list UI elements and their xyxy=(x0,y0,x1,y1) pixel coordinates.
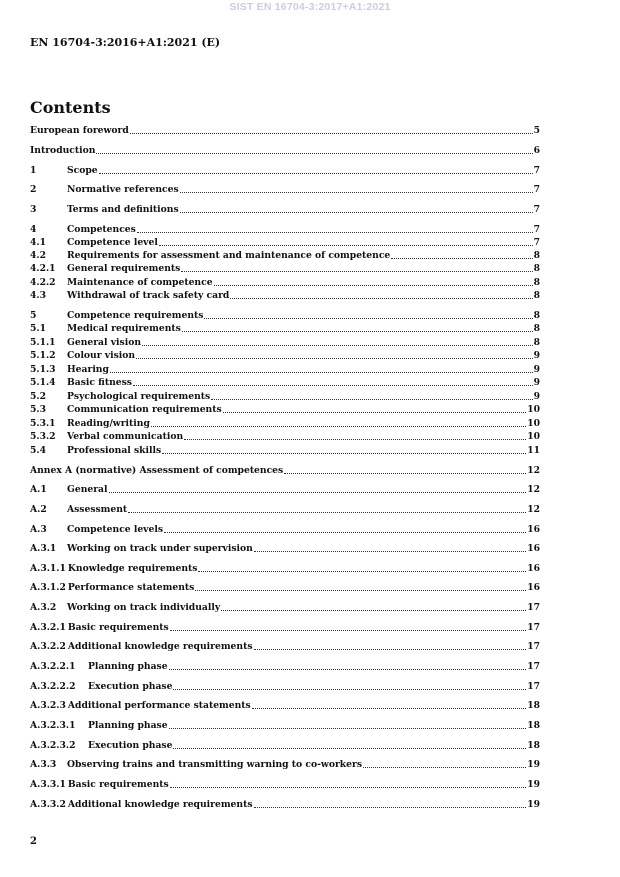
toc-entry-number: 5.3.2 xyxy=(30,431,56,442)
dot-leader xyxy=(214,285,533,286)
toc-entry-title: Hearing xyxy=(67,364,109,375)
toc-entry-title: Working on track under supervision xyxy=(67,543,253,554)
toc-entry-number: A.3.1.1 xyxy=(30,563,66,574)
toc-entry-page: 10 xyxy=(527,431,540,442)
toc-entry[interactable] xyxy=(30,263,540,275)
toc-entry[interactable] xyxy=(30,337,540,349)
toc-entry-title: Competence requirements xyxy=(67,310,204,321)
toc-entry-number: A.3.2 xyxy=(30,602,57,613)
dot-leader xyxy=(151,426,526,427)
toc-entry[interactable] xyxy=(30,779,540,791)
toc-entry-page: 9 xyxy=(533,377,540,388)
toc-entry-number: A.3.2.3 xyxy=(30,700,66,711)
toc-entry-page: 9 xyxy=(533,364,540,375)
toc-entry-page: 16 xyxy=(527,543,540,554)
toc-entry-number: A.3.3.2 xyxy=(30,799,66,810)
toc-entry[interactable] xyxy=(30,204,540,216)
toc-entry-page: 17 xyxy=(527,602,540,613)
toc-entry[interactable] xyxy=(30,391,540,403)
dot-leader xyxy=(184,439,526,440)
toc-entry-title: Introduction xyxy=(30,145,96,156)
toc-entry-title: Competences xyxy=(67,224,136,235)
toc-entry-page: 8 xyxy=(533,323,540,334)
toc-entry[interactable] xyxy=(30,524,540,536)
toc-entry[interactable] xyxy=(30,125,540,137)
dot-leader xyxy=(173,689,526,690)
toc-entry[interactable] xyxy=(30,563,540,575)
toc-entry-title: Additional performance statements xyxy=(67,700,251,711)
toc-entry-number: 5.1.4 xyxy=(30,377,56,388)
toc-entry-number: A.3.1 xyxy=(30,543,57,554)
toc-entry-number: 5.2 xyxy=(30,391,46,402)
dot-leader xyxy=(254,649,527,650)
toc-entry[interactable] xyxy=(30,184,540,196)
toc-entry-title: Additional knowledge requirements xyxy=(67,641,253,652)
toc-entry-title: Competence level xyxy=(67,237,158,248)
toc-entry-page: 7 xyxy=(533,204,540,215)
dot-leader xyxy=(221,610,526,611)
toc-entry[interactable] xyxy=(30,622,540,634)
toc-entry[interactable] xyxy=(30,290,540,302)
toc-entry-number: A.3.2.2.2 xyxy=(30,681,76,692)
toc-entry-page: 8 xyxy=(533,290,540,301)
toc-entry[interactable] xyxy=(30,582,540,594)
toc-entry-page: 10 xyxy=(527,404,540,415)
dot-leader xyxy=(159,245,533,246)
dot-leader xyxy=(230,298,532,299)
dot-leader xyxy=(252,708,527,709)
dot-leader xyxy=(136,358,533,359)
toc-entry-title: European foreword xyxy=(30,125,129,136)
toc-entry[interactable] xyxy=(30,700,540,712)
toc-entry[interactable] xyxy=(30,418,540,430)
dot-leader xyxy=(391,258,532,259)
toc-entry-page: 9 xyxy=(533,350,540,361)
dot-leader xyxy=(182,331,533,332)
toc-entry[interactable] xyxy=(30,323,540,335)
dot-leader xyxy=(162,453,526,454)
toc-entry-title: Observing trains and transmitting warning to co-workers xyxy=(67,759,363,770)
toc-entry[interactable] xyxy=(30,237,540,249)
toc-entry[interactable] xyxy=(30,364,540,376)
dot-leader xyxy=(180,212,533,213)
toc-entry-title: Maintenance of competence xyxy=(67,277,213,288)
toc-entry[interactable] xyxy=(30,224,540,236)
toc-entry[interactable] xyxy=(30,250,540,262)
dot-leader xyxy=(181,271,532,272)
dot-leader xyxy=(195,590,526,591)
toc-entry-page: 18 xyxy=(527,720,540,731)
toc-entry-title: Basic requirements xyxy=(67,779,169,790)
toc-entry-page: 7 xyxy=(533,237,540,248)
toc-entry-page: 8 xyxy=(533,263,540,274)
toc-entry[interactable] xyxy=(30,799,540,811)
watermark: SIST EN 16704-3:2017+A1:2021 xyxy=(229,1,391,13)
toc-entry-number: 1 xyxy=(30,165,37,176)
toc-entry-page: 7 xyxy=(533,224,540,235)
dot-leader xyxy=(211,399,532,400)
toc-entry-number: A.3.2.1 xyxy=(30,622,66,633)
toc-entry[interactable] xyxy=(30,350,540,362)
dot-leader xyxy=(254,807,527,808)
toc-entry-title: Professional skills xyxy=(67,445,162,456)
toc-entry-page: 7 xyxy=(533,165,540,176)
toc-entry[interactable] xyxy=(30,602,540,614)
dot-leader xyxy=(198,571,526,572)
toc-entry[interactable] xyxy=(30,377,540,389)
toc-entry-number: 4.2 xyxy=(30,250,46,261)
dot-leader xyxy=(223,412,527,413)
dot-leader xyxy=(142,345,533,346)
toc-entry-title: Basic fitness xyxy=(67,377,132,388)
toc-entry[interactable] xyxy=(30,404,540,416)
toc-entry-number: 5.1 xyxy=(30,323,46,334)
toc-entry-title: Medical requirements xyxy=(67,323,181,334)
toc-entry-title: Verbal communication xyxy=(67,431,184,442)
toc-entry-page: 6 xyxy=(533,145,540,156)
toc-entry-page: 17 xyxy=(527,622,540,633)
toc-entry-title: Scope xyxy=(67,165,98,176)
toc-entry-page: 17 xyxy=(527,641,540,652)
toc-entry-page: 8 xyxy=(533,310,540,321)
toc-entry-title: Psychological requirements xyxy=(67,391,211,402)
toc-entry-title: Competence levels xyxy=(67,524,164,535)
toc-entry-title: Knowledge requirements xyxy=(67,563,198,574)
toc-entry-number: A.3.2.3.1 xyxy=(30,720,76,731)
toc-entry-title: Normative references xyxy=(67,184,179,195)
toc-entry-number: A.1 xyxy=(30,484,47,495)
dot-leader xyxy=(173,748,526,749)
dot-leader xyxy=(128,512,526,513)
toc-entry-title: General xyxy=(67,484,108,495)
toc-entry-page: 17 xyxy=(527,661,540,672)
toc-entry-title: Additional knowledge requirements xyxy=(67,799,253,810)
toc-entry-page: 18 xyxy=(527,740,540,751)
toc-entry-page: 8 xyxy=(533,277,540,288)
dot-leader xyxy=(363,767,526,768)
dot-leader xyxy=(254,551,526,552)
toc-entry[interactable] xyxy=(30,145,540,157)
toc-entry-number: A.3.1.2 xyxy=(30,582,66,593)
toc-entry-number: A.2 xyxy=(30,504,47,515)
toc-entry-title: Performance statements xyxy=(67,582,195,593)
toc-entry-number: A.3.3 xyxy=(30,759,57,770)
toc-entry-title: Requirements for assessment and maintenance of competence xyxy=(67,250,391,261)
toc-entry[interactable] xyxy=(30,165,540,177)
toc-entry-title: Colour vision xyxy=(67,350,136,361)
dot-leader xyxy=(169,728,527,729)
toc-entry-number: A.3.3.1 xyxy=(30,779,66,790)
dot-leader xyxy=(110,372,533,373)
toc-entry-number: 5.3.1 xyxy=(30,418,56,429)
toc-entry[interactable] xyxy=(30,759,540,771)
toc-entry-number: 4.3 xyxy=(30,290,46,301)
toc-entry[interactable] xyxy=(30,740,540,752)
toc-entry-title: Planning phase xyxy=(88,720,168,731)
toc-entry[interactable] xyxy=(30,277,540,289)
dot-leader xyxy=(109,492,527,493)
toc-entry-page: 16 xyxy=(527,524,540,535)
toc-entry-title: General vision xyxy=(67,337,141,348)
toc-entry-title: Reading/writing xyxy=(67,418,150,429)
toc-entry[interactable] xyxy=(30,445,540,457)
toc-entry-page: 11 xyxy=(527,445,540,456)
toc-entry-page: 19 xyxy=(527,799,540,810)
dot-leader xyxy=(170,630,526,631)
toc-entry-page: 8 xyxy=(533,250,540,261)
toc-entry-number: 5.1.3 xyxy=(30,364,56,375)
toc-entry[interactable] xyxy=(30,720,540,732)
toc-entry-title: Terms and definitions xyxy=(67,204,179,215)
toc-entry-title: Assessment xyxy=(67,504,128,515)
toc-entry-number: 5.4 xyxy=(30,445,46,456)
toc-entry-page: 10 xyxy=(527,418,540,429)
toc-entry-title: Withdrawal of track safety card xyxy=(67,290,230,301)
toc-entry-page: 9 xyxy=(533,391,540,402)
toc-entry-number: A.3.2.3.2 xyxy=(30,740,76,751)
dot-leader xyxy=(137,232,533,233)
toc-entry-page: 8 xyxy=(533,337,540,348)
toc-entry-number: 3 xyxy=(30,204,37,215)
dot-leader xyxy=(99,173,533,174)
dot-leader xyxy=(164,532,526,533)
toc-entry-title: Planning phase xyxy=(88,661,168,672)
dot-leader xyxy=(130,133,533,134)
dot-leader xyxy=(180,192,533,193)
toc-entry[interactable] xyxy=(30,484,540,496)
toc-entry-page: 19 xyxy=(527,759,540,770)
toc-entry-page: 7 xyxy=(533,184,540,195)
toc-entry-number: 5.1.1 xyxy=(30,337,56,348)
toc-entry-number: A.3.2.2 xyxy=(30,641,66,652)
toc-entry-title: General requirements xyxy=(67,263,181,274)
toc-entry-page: 16 xyxy=(527,582,540,593)
dot-leader xyxy=(204,318,532,319)
dot-leader xyxy=(96,153,532,154)
toc-entry-number: 5 xyxy=(30,310,37,321)
toc-entry-page: 16 xyxy=(527,563,540,574)
toc-entry[interactable] xyxy=(30,641,540,653)
toc-entry[interactable] xyxy=(30,431,540,443)
toc-entry[interactable] xyxy=(30,465,540,477)
toc-entry-title: Working on track individually xyxy=(67,602,221,613)
toc-entry-number: 4.2.2 xyxy=(30,277,56,288)
toc-entry-title: Execution phase xyxy=(88,681,173,692)
page-number: 2 xyxy=(30,836,37,847)
toc-entry-title: Basic requirements xyxy=(67,622,169,633)
toc-entry-number: 2 xyxy=(30,184,37,195)
toc-entry-page: 12 xyxy=(527,504,540,515)
toc-entry-number: 5.1.2 xyxy=(30,350,56,361)
toc-entry[interactable] xyxy=(30,681,540,693)
toc-entry-number: A.3 xyxy=(30,524,47,535)
toc-entry-page: 12 xyxy=(527,465,540,476)
toc-entry-number: 4.2.1 xyxy=(30,263,56,274)
toc-entry-number: 5.3 xyxy=(30,404,46,415)
toc-entry-number: 4.1 xyxy=(30,237,46,248)
toc-entry-number: A.3.2.2.1 xyxy=(30,661,76,672)
toc-entry-title: Execution phase xyxy=(88,740,173,751)
toc-entry[interactable] xyxy=(30,543,540,555)
dot-leader xyxy=(133,385,533,386)
toc-entry[interactable] xyxy=(30,310,540,322)
toc-entry-page: 5 xyxy=(533,125,540,136)
toc-title: Contents xyxy=(30,98,111,117)
toc-entry[interactable] xyxy=(30,504,540,516)
toc-entry-title: Communication requirements xyxy=(67,404,222,415)
toc-entry-page: 18 xyxy=(527,700,540,711)
document-id: EN 16704-3:2016+A1:2021 (E) xyxy=(30,36,221,49)
toc-entry-page: 17 xyxy=(527,681,540,692)
toc-entry-page: 12 xyxy=(527,484,540,495)
dot-leader xyxy=(169,669,527,670)
toc-entry[interactable] xyxy=(30,661,540,673)
toc-entry-title: Annex A (normative) Assessment of competences xyxy=(30,465,284,476)
toc-entry-number: 4 xyxy=(30,224,37,235)
dot-leader xyxy=(170,787,526,788)
toc-entry-page: 19 xyxy=(527,779,540,790)
dot-leader xyxy=(284,473,526,474)
